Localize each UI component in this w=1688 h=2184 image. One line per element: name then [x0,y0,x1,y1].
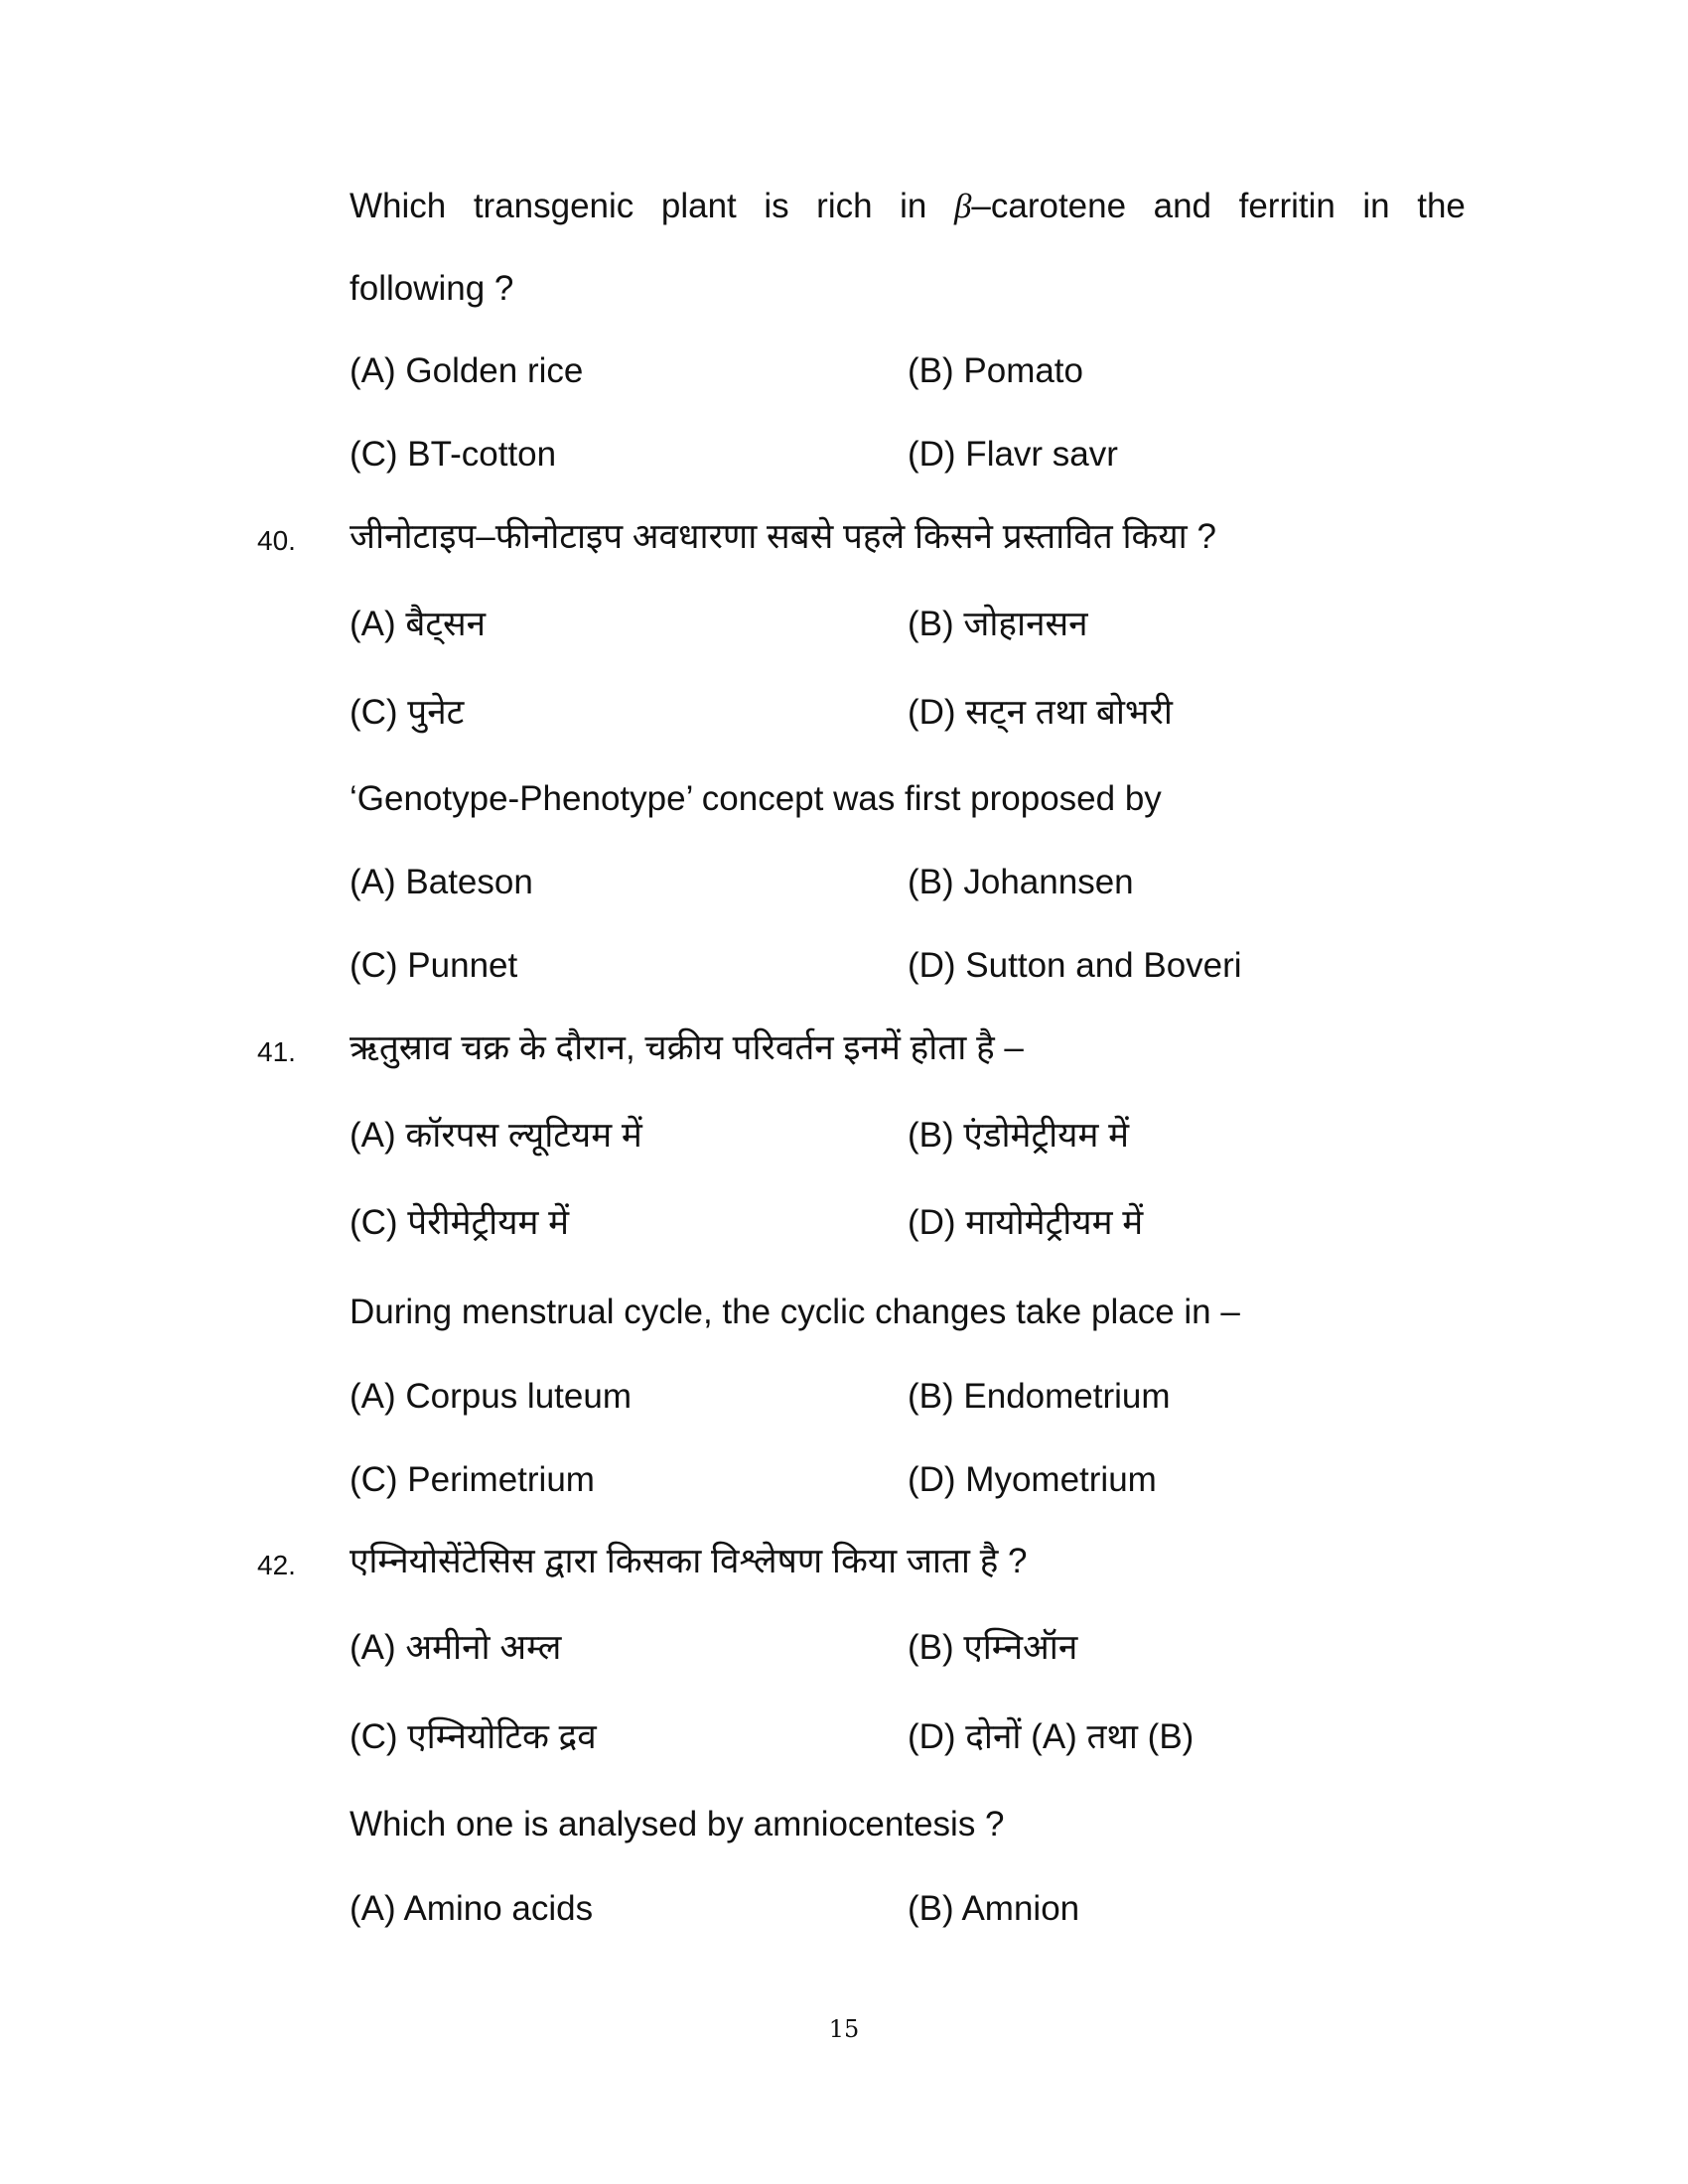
q41-english-stem: During menstrual cycle, the cyclic changes take place in – [350,1293,1240,1331]
q40-english-option-d: (D) Sutton and Boveri [908,946,1242,985]
q39-word: ferritin [1238,187,1336,225]
q42-hindi-option-a: (A) अमीनो अम्ल [350,1628,562,1667]
q41-english-option-b: (B) Endometrium [908,1377,1171,1416]
q39-word: and [1153,187,1212,225]
q39-word: the [1417,187,1466,225]
q41-hindi-option-c: (C) पेरीमेट्रीयम में [350,1203,570,1242]
page-number: 15 [828,2015,860,2043]
q40-hindi-option-a: (A) बैट्सन [350,605,487,643]
q41-english-option-a: (A) Corpus luteum [350,1377,632,1416]
q42-hindi-option-d: (D) दोनों (A) तथा (B) [908,1717,1195,1756]
q41-number: 41. [257,1036,296,1067]
q42-english-option-a: (A) Amino acids [350,1889,594,1928]
q41-english-option-c: (C) Perimetrium [350,1460,595,1499]
q40-hindi-option-b: (B) जोहानसन [908,605,1088,643]
q42-english-option-b: (B) Amnion [908,1889,1080,1928]
beta-symbol: β [953,187,972,225]
q41-hindi-option-d: (D) मायोमेट्रीयम में [908,1203,1144,1242]
q39-word: transgenic [473,187,634,225]
q39-stem-line1 [350,189,1466,223]
q41-hindi-option-a: (A) कॉरपस ल्यूटियम में [350,1116,642,1155]
q40-number: 40. [257,525,296,556]
q40-hindi-option-d: (D) सट्न तथा बोभरी [908,693,1173,732]
q40-english-stem: ‘Genotype-Phenotype’ concept was first proposed by [350,779,1162,818]
q39-word: is [764,187,789,225]
q40-english-option-b: (B) Johannsen [908,863,1134,901]
q39-word: rich [816,187,873,225]
q39-option-c: (C) BT-cotton [350,435,557,474]
q40-english-option-c: (C) Punnet [350,946,518,985]
q42-hindi-option-c: (C) एम्नियोटिक द्रव [350,1717,597,1756]
q42-english-stem: Which one is analysed by amniocentesis ? [350,1805,1005,1843]
q41-english-option-d: (D) Myometrium [908,1460,1157,1499]
q39-option-a: (A) Golden rice [350,351,584,390]
q39-word: in [1362,187,1390,225]
q39-option-b: (B) Pomato [908,351,1083,390]
q40-hindi-stem: जीनोटाइप–फीनोटाइप अवधारणा सबसे पहले किसने प्रस्तावित किया ? [350,517,1216,556]
q40-english-option-a: (A) Bateson [350,863,533,901]
q39-word: in [900,187,927,225]
q41-hindi-option-b: (B) एंडोमेट्रीयम में [908,1116,1130,1155]
q39-stem-line2: following ? [350,269,514,308]
q40-hindi-option-c: (C) पुनेट [350,693,465,732]
q42-hindi-option-b: (B) एम्निऑन [908,1628,1078,1667]
q39-option-d: (D) Flavr savr [908,435,1118,474]
q42-hindi-stem: एम्नियोसेंटेसिस द्वारा किसका विश्लेषण किया जाता है ? [350,1542,1028,1580]
q39-word: plant [660,187,737,225]
q39-word-beta-carotene: β–carotene [953,187,1127,225]
q41-hindi-stem: ऋतुस्राव चक्र के दौरान, चक्रीय परिवर्तन इनमें होता है – [350,1028,1024,1067]
q39-word: Which [350,187,447,225]
q42-number: 42. [257,1550,296,1580]
